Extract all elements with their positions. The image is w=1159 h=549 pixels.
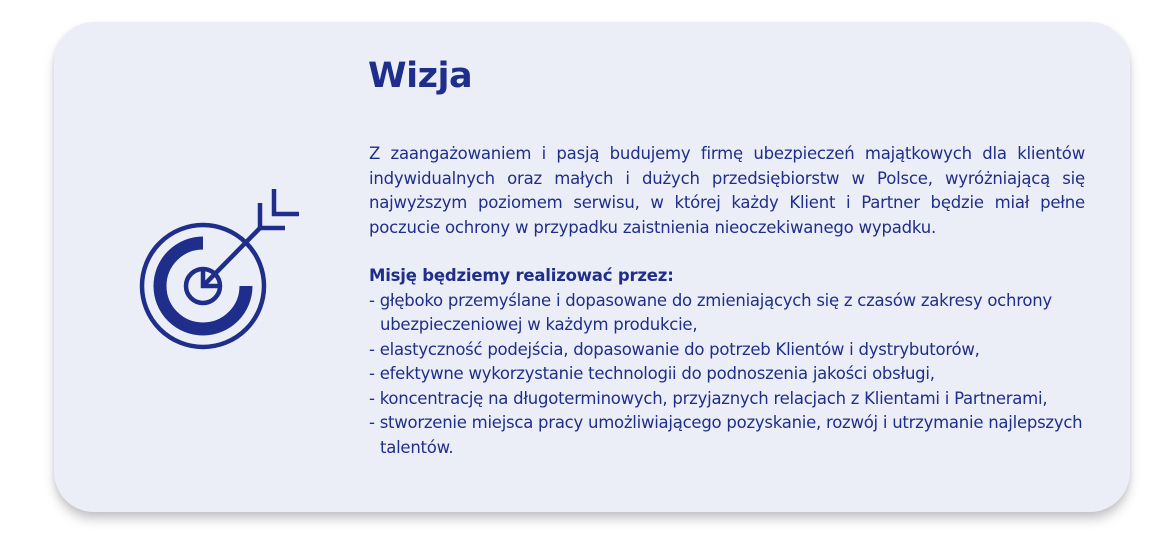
vision-intro-paragraph: Z zaangażowaniem i pasją budujemy firmę ubezpieczeń majątkowych dla klientów indywidualnych oraz małych i dużych przedsiębiorstw w Polsce, wyróżniającą się najwyższym poziomem serwisu, w której każdy Klient i Partner będzie miał pełne poczucie ochrony w przypadku zaistnienia nieoczekiwanego wypadku. <box>369 144 1085 237</box>
vision-content <box>369 142 1085 460</box>
list-item: - koncentrację na długoterminowych, przyjaznych relacjach z Klientami i Partnerami, <box>369 387 1085 412</box>
target-with-arrow-icon <box>136 186 306 356</box>
page-title: Wizja <box>368 56 473 96</box>
list-item: - elastyczność podejścia, dopasowanie do potrzeb Klientów i dystrybutorów, <box>369 338 1085 363</box>
mission-heading: Misję będziemy realizować przez: <box>369 266 674 285</box>
list-item: - efektywne wykorzystanie technologii do podnoszenia jakości obsługi, <box>369 362 1085 387</box>
list-item: - stworzenie miejsca pracy umożliwiającego pozyskanie, rozwój i utrzymanie najlepszych talentów. <box>369 411 1085 460</box>
list-item: - głęboko przemyślane i dopasowane do zmieniających się z czasów zakresy ochrony ubezpieczeniowej w każdym produkcie, <box>369 289 1085 338</box>
mission-list <box>369 289 1085 461</box>
